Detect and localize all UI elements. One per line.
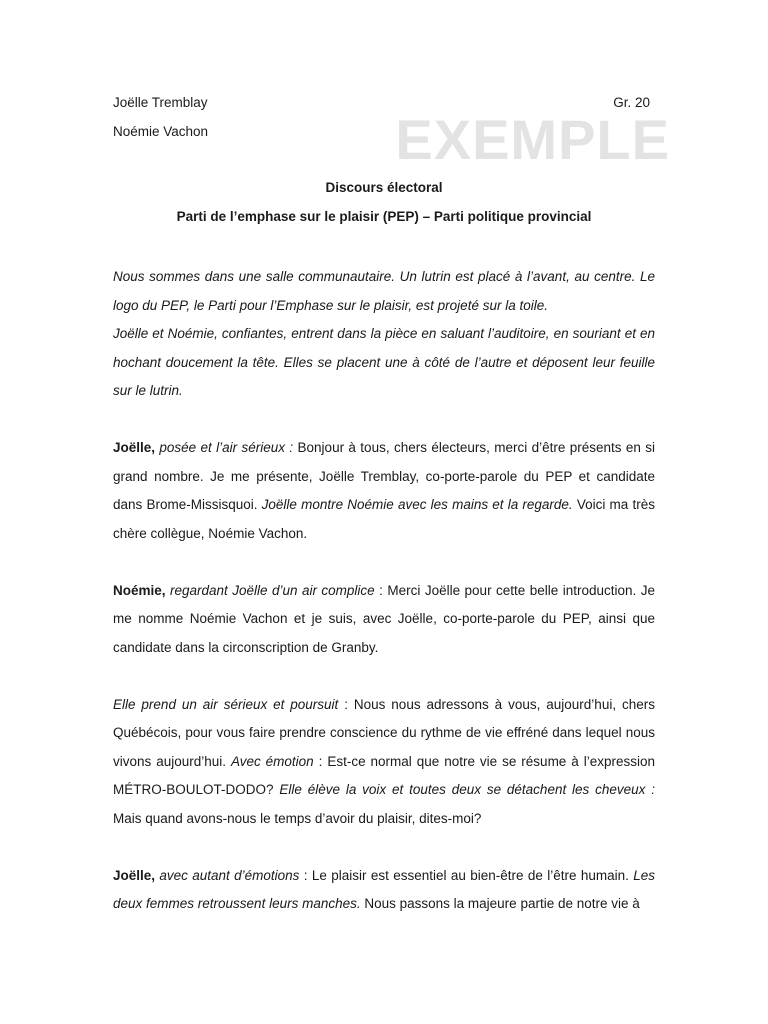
dialogue-paragraph — [113, 862, 655, 919]
speech-text: : Est-ce normal que notre vie se résume à l’expression MÉTRO-BOULOT-DODO? — [113, 753, 655, 797]
stage-direction: regardant Joëlle d’un air complice — [165, 582, 375, 598]
speech-text: : Merci Joëlle pour cette belle introduction. Je me nomme Noémie Vachon et je suis, avec Joëlle, co-porte-parole du PEP, ainsi que candidate dans la circonscription de Granby. — [113, 582, 655, 655]
speech-text: : Le plaisir est essentiel au bien-être de l’être humain. — [299, 867, 634, 883]
stage-direction: posée et l’air sérieux : — [155, 440, 294, 455]
speech-text: : Nous nous adressons à vous, aujourd’hui, chers Québécois, pour vous faire prendre conscience du rythme de vie effréné dans lequel nous vivons aujourd’hui. — [113, 696, 655, 769]
author-name-1: Joëlle Tremblay — [113, 95, 208, 110]
stage-direction: avec autant d’émotions — [155, 867, 300, 883]
author-name-2: Noémie Vachon — [113, 124, 209, 139]
speaker-name: Joëlle, — [113, 867, 156, 883]
document-subtitle: Parti de l’emphase sur le plaisir (PEP) – Parti politique provincial — [176, 209, 592, 224]
example-watermark: EXEMPLE — [395, 108, 670, 171]
stage-direction: Avec émotion — [230, 753, 314, 769]
group-number: Gr. 20 — [613, 95, 650, 110]
stage-direction: Elle prend un air sérieux et poursuit — [113, 696, 339, 712]
stage-direction: Elle élève la voix et toutes deux se détachent les cheveux : — [279, 782, 656, 797]
stage-direction-setting: Nous sommes dans une salle communautaire. Un lutrin est placé à l’avant, au centre. Le logo du PEP, le Parti pour l’Emphase sur le plaisir, est projeté sur la toile. — [113, 269, 655, 313]
document-body — [113, 263, 655, 919]
document-title: Discours électoral — [325, 180, 443, 195]
stage-direction-entrance: Joëlle et Noémie, confiantes, entrent dans la pièce en saluant l’auditoire, en souriant et en hochant doucement la tête. Elles se placent une à côté de l’autre et déposent leur feuille sur le lutrin. — [113, 326, 655, 398]
speaker-name: Joëlle, — [113, 440, 156, 455]
speech-text: Bonjour à tous, chers électeurs, merci d’être présents en si grand nombre. Je me présente, Joëlle Tremblay, co-porte-parole du PEP et candidate dans Brome-Missisquoi. — [113, 440, 655, 512]
speech-text: Nous passons la majeure partie de notre vie à — [360, 896, 640, 911]
dialogue-paragraph — [113, 577, 655, 663]
stage-direction: Les deux femmes retroussent leurs manches. — [113, 867, 655, 911]
speech-text: Mais quand avons-nous le temps d’avoir du plaisir, dites-moi? — [113, 810, 482, 826]
speaker-name: Noémie, — [113, 582, 166, 598]
speech-text: Voici ma très chère collègue, Noémie Vachon. — [113, 497, 655, 541]
dialogue-paragraph — [113, 434, 655, 548]
dialogue-paragraph — [113, 691, 655, 834]
stage-direction: Joëlle montre Noémie avec les mains et la regarde. — [261, 497, 573, 512]
